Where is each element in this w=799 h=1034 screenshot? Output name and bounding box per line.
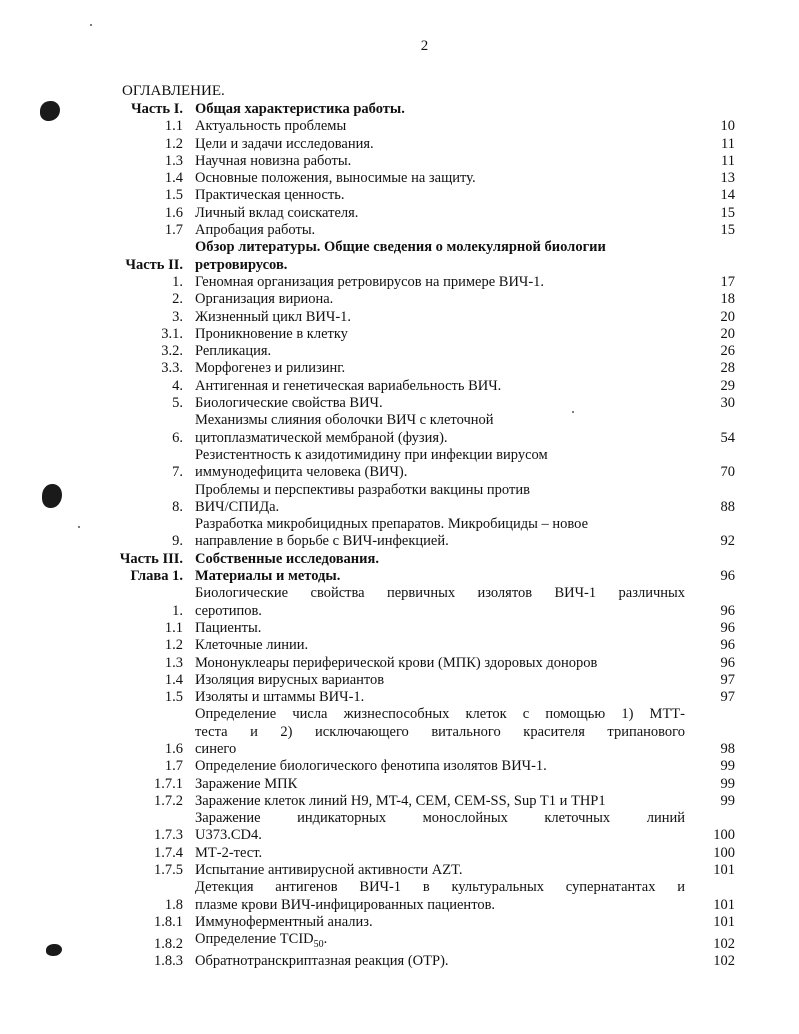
toc-entry-page: 96 [720,568,735,585]
toc-entry-title: Заражение МПК [195,775,298,792]
toc-entry-number: 1. [172,602,183,619]
toc-entry-page: 99 [720,758,735,775]
toc-entry-title: Иммуноферментный анализ. [195,913,373,930]
toc-entry-title: Резистентность к азидотимидину при инфекции вирусом иммунодефицита человека (ВИЧ). [195,446,548,481]
toc-title: ОГЛАВЛЕНИЕ. [122,83,225,99]
toc-entry [110,274,735,291]
toc-entry-number: 1.2 [164,637,183,654]
toc-entry-title: Механизмы слияния оболочки ВИЧ с клеточной цитоплазматической мембраной (фузия). [195,412,494,446]
toc-entry [110,187,735,204]
toc-entry [110,309,735,326]
toc-entry-page: 97 [720,671,735,688]
toc-entry-page: 20 [720,308,735,325]
toc-entry-page: 13 [720,170,735,187]
toc-entry-number: 7. [172,464,183,481]
toc-entry-number: 1.6 [164,740,183,757]
toc-entry [110,170,735,187]
toc-entry-page: 70 [720,464,735,481]
toc-entry-title: Заражение клеток линий H9, MT-4, CEM, CEM-SS, Sup T1 и THP1 [195,792,606,809]
toc-entry [110,914,735,931]
toc-entry-title: Собственные исследования. [195,550,379,567]
toc-entry-page: 17 [720,273,735,290]
toc-entry [110,239,735,274]
toc-entry-number: Часть III. [119,550,183,567]
toc-entry-number: Глава 1. [130,568,183,585]
toc-entry-number: 8. [172,498,183,515]
toc-entry-title: Апробация работы. [195,222,316,239]
toc-entry [110,118,735,135]
page-number: 2 [420,38,429,54]
toc-entry [110,931,735,953]
toc-entry-number: 1.7 [164,758,183,775]
toc-entry-page: 99 [720,775,735,792]
toc-entry-title: Мононуклеары периферической крови (МПК) здоровых доноров [195,654,598,671]
toc-entry-number: 6. [172,429,183,446]
toc-entry [110,551,735,568]
toc-entry-title: Материалы и методы. [195,568,341,585]
toc-entry-number: 2. [172,291,183,308]
toc-entry-title: Пациенты. [195,619,262,636]
toc-entry-page: 100 [713,827,735,844]
toc-entry-title: Обратнотранскриптазная реакция (ОТР). [195,953,449,970]
toc-entry-page: 96 [720,619,735,636]
toc-entry [110,845,735,862]
toc-entry-number: 1.7.3 [154,827,183,844]
toc-entry [110,205,735,222]
toc-entry-page: 26 [720,343,735,360]
toc-entry-number: 1.7.5 [154,862,183,879]
toc-entry-title: Биологические свойства первичных изолятов ВИЧ-1 различных серотипов. [195,585,685,619]
toc-entry [110,360,735,377]
toc-entry-title: Научная новизна работы. [195,152,352,169]
toc-entry [110,776,735,793]
toc-entry [110,101,735,118]
toc-entry-title: Актуальность проблемы [195,118,347,135]
toc-entry-number: Часть I. [130,101,183,117]
toc-entry-number: 9. [172,533,183,550]
toc-entry [110,862,735,879]
toc-entry-page: 10 [720,118,735,135]
toc-entry-page: 96 [720,654,735,671]
toc-entry-title: Изоляты и штаммы ВИЧ-1. [195,689,365,706]
toc-entry-number: 3.3. [161,360,183,377]
toc-entry-title: Испытание антивирусной активности AZT. [195,862,463,879]
hole-punch-mark-top [40,101,60,121]
toc-entry-number: 1.8.2 [154,936,183,953]
toc-entry [110,482,735,517]
toc-entry-number: 1.7.4 [154,844,183,861]
toc-entry-number: 1.3 [164,654,183,671]
toc-entry-number: 1.1 [164,619,183,636]
toc-entry-page: 29 [720,377,735,394]
toc-entry-number: 1.2 [164,135,183,152]
toc-entry-number: 1. [172,273,183,290]
toc-entry [110,810,735,845]
toc-entry-number: 1.7.2 [154,792,183,809]
toc-entry-number: 1.8.1 [154,913,183,930]
toc-entry-page: 18 [720,291,735,308]
toc-entry-title: Геномная организация ретровирусов на примере ВИЧ-1. [195,273,545,290]
toc-entry-title: Обзор литературы. Общие сведения о молекулярной биологии ретровирусов. [195,239,606,273]
toc-entry-title: Общая характеристика работы. [195,101,405,117]
toc-entry-number: 4. [172,377,183,394]
toc-entry-number: 3. [172,308,183,325]
toc-entry-title: Жизненный цикл ВИЧ-1. [195,308,352,325]
scan-speck [572,411,574,413]
toc-entry-title: Определение биологического фенотипа изолятов ВИЧ-1. [195,758,547,775]
toc-entry-page: 101 [713,913,735,930]
toc-entry-title: Практическая ценность. [195,187,345,204]
toc-entry-title: Детекция антигенов ВИЧ-1 в культуральных супернатантах и плазме крови ВИЧ-инфицированных пациентов. [195,879,685,913]
toc-entry-page: 97 [720,689,735,706]
toc-entry-number: 1.4 [164,170,183,187]
toc-entry-page: 102 [713,936,735,953]
toc-entry-number: 1.1 [164,118,183,135]
toc-entry-title: Разработка микробицидных препаратов. Микробициды – новое направление в борьбе с ВИЧ-инфекцией. [195,516,589,550]
toc-entry-title: Биологические свойства ВИЧ. [195,395,383,412]
toc-entry [110,672,735,689]
toc-entry [110,343,735,360]
toc-entry-title: Антигенная и генетическая вариабельность ВИЧ. [195,377,502,394]
toc-entry-page: 15 [720,204,735,221]
toc-entry-page: 92 [720,533,735,550]
toc-entry-number: 1.8.3 [154,953,183,970]
toc-entry-page: 14 [720,187,735,204]
toc-entry [110,585,735,620]
toc-entry-title: МТ-2-тест. [195,844,263,861]
toc-entry-title: Определение $TCID_{50}$. [195,931,328,951]
toc-entry-number: 1.8 [164,896,183,913]
hole-punch-mark-bottom [46,944,62,956]
toc-entry [110,758,735,775]
toc-entry [110,222,735,239]
toc-entry-number: 1.7.1 [154,775,183,792]
toc-entry-number: 5. [172,395,183,412]
toc-entry [110,291,735,308]
toc-entry-page: 11 [721,152,735,169]
toc-entry-page: 20 [720,325,735,342]
toc-entry-page: 101 [713,896,735,913]
toc-entry-title: Личный вклад соискателя. [195,204,359,221]
toc-entry-title: Организация вириона. [195,291,334,308]
toc-entry [110,516,735,551]
toc-entry-page: 88 [720,498,735,515]
toc-entry-page: 15 [720,222,735,239]
toc-entry-page: 101 [713,862,735,879]
toc-entry [110,637,735,654]
toc-entry-page: 102 [713,953,735,970]
toc-entry-number: 1.7 [164,222,183,239]
toc-entry-title: Заражение индикаторных монослойных клеточных линий U373.CD4. [195,810,685,844]
toc-entry-page: 28 [720,360,735,377]
toc-entry-number: 1.4 [164,671,183,688]
toc-entry-page: 99 [720,792,735,809]
toc-entry-title: Основные положения, выносимые на защиту. [195,170,476,187]
toc-entry-number: 3.2. [161,343,183,360]
toc-entry [110,136,735,153]
table-of-contents [110,101,735,971]
toc-entry-page: 98 [720,740,735,757]
toc-entry [110,689,735,706]
toc-entry-title: Проникновение в клетку [195,325,348,342]
toc-entry-title: Определение числа жизнеспособных клеток с помощью 1) МТТ- теста и 2) исключающего витального красителя трипанового синего [195,706,685,757]
toc-entry-number: 1.5 [164,689,183,706]
toc-entry-page: 54 [720,429,735,446]
toc-entry [110,568,735,585]
scan-speck [78,526,80,528]
toc-entry-number: Часть II. [125,256,183,273]
toc-entry [110,953,735,970]
toc-entry-page: 100 [713,844,735,861]
hole-punch-mark-middle [42,484,62,508]
toc-entry [110,706,735,758]
toc-entry-page: 30 [720,395,735,412]
toc-entry-title: Репликация. [195,343,272,360]
toc-entry [110,879,735,914]
toc-entry-number: 1.5 [164,187,183,204]
toc-entry [110,395,735,412]
toc-entry-page: 96 [720,602,735,619]
toc-entry-title: Изоляция вирусных вариантов [195,671,385,688]
toc-entry-number: 1.6 [164,204,183,221]
toc-entry-title: Цели и задачи исследования. [195,135,374,152]
toc-entry [110,655,735,672]
toc-entry [110,620,735,637]
toc-entry [110,793,735,810]
scan-speck [90,24,92,26]
toc-entry [110,447,735,482]
toc-entry [110,412,735,447]
toc-entry-title: Проблемы и перспективы разработки вакцины против ВИЧ/СПИДа. [195,481,530,515]
toc-entry-title: Морфогенез и рилизинг. [195,360,346,377]
toc-entry [110,326,735,343]
toc-entry-title: Клеточные линии. [195,637,309,654]
toc-entry-page: 96 [720,637,735,654]
toc-entry-number: 3.1. [161,325,183,342]
toc-entry [110,153,735,170]
toc-entry-page: 11 [721,135,735,152]
toc-entry-number: 1.3 [164,152,183,169]
toc-entry [110,378,735,395]
